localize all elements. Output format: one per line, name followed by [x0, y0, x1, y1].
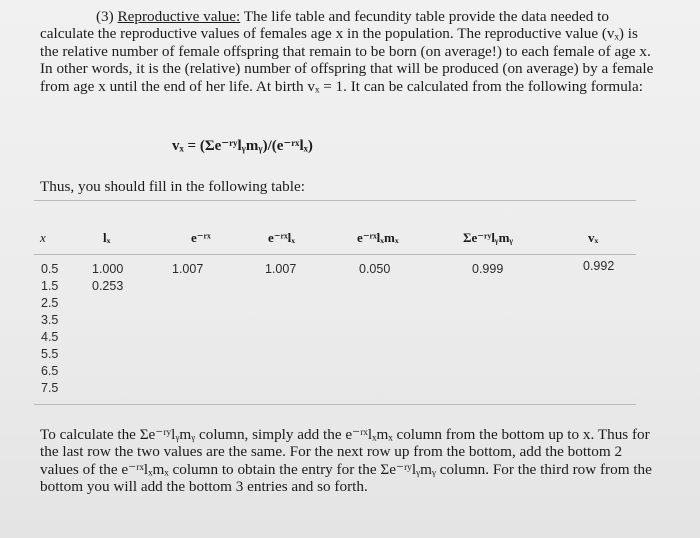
x-value: 1.5	[41, 279, 59, 293]
table-bottom-rule	[34, 404, 636, 405]
table-top-rule	[34, 200, 636, 201]
section-number: (3)	[96, 8, 114, 25]
table-header-rule	[34, 254, 636, 255]
header-erx: e⁻ʳˣ	[191, 230, 211, 245]
vx-value: 0.992	[583, 259, 615, 273]
intro-text: The life table and fecundity table provide the data needed to calculate the reproductive values of females age x in the population. The reproductive value (vₓ) is the relative number of female offspring that remain to be born (on average!) to each female of age x. In other words, it is the (relative) number of offspring that will be produced (on average) by a female from age x until the end of her life. At birth vₓ = 1. It can be calculated from the following formula:	[40, 8, 654, 95]
outro-paragraph: To calculate the Σe⁻ʳʸlᵧmᵧ column, simply add the e⁻ʳˣlₓmₓ column from the bottom up to x. Thus for the last row the two values are the same. For the next row up from the bottom, add the bottom 2 values of the e⁻ʳˣlₓmₓ column to obtain the entry for the Σe⁻ʳʸlᵧmᵧ column. For the third row from the bottom you will add the bottom 3 entries and so forth.	[40, 426, 652, 496]
x-value: 5.5	[41, 347, 59, 361]
header-sum: Σe⁻ʳʸlᵧmᵧ	[463, 230, 514, 245]
header-erxlxmx: e⁻ʳˣlₓmₓ	[357, 230, 399, 245]
header-lx: lₓ	[103, 230, 111, 245]
x-value: 2.5	[41, 296, 59, 310]
erx-value: 1.007	[172, 262, 204, 276]
thus-text: Thus, you should fill in the following table:	[40, 178, 305, 195]
x-value: 4.5	[41, 330, 59, 344]
intro-paragraph	[40, 8, 658, 95]
section-title: Reproductive value:	[117, 8, 241, 25]
x-value: 0.5	[41, 262, 59, 276]
formula: vₓ = (Σe⁻ʳʸlᵧmᵧ)/(e⁻ʳˣlₓ)	[172, 138, 313, 154]
x-value: 6.5	[41, 364, 59, 378]
x-value: 3.5	[41, 313, 59, 327]
lx-value: 0.253	[92, 279, 124, 293]
x-value: 7.5	[41, 381, 59, 395]
erxlx-value: 1.007	[265, 262, 297, 276]
lx-value: 1.000	[92, 262, 124, 276]
header-x: x	[40, 230, 46, 245]
header-vx: vₓ	[588, 230, 599, 245]
sum-value: 0.999	[472, 262, 504, 276]
header-erxlx: e⁻ʳˣlₓ	[268, 230, 295, 245]
erxlxmx-value: 0.050	[359, 262, 391, 276]
